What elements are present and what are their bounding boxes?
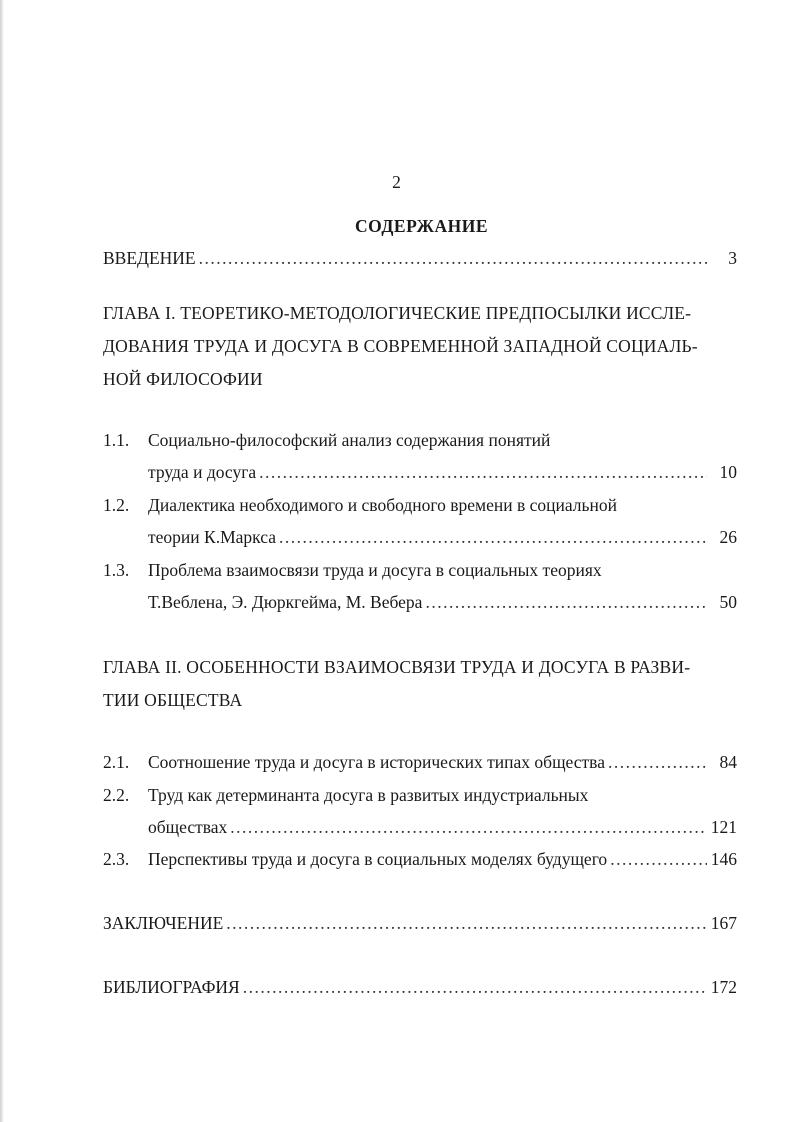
page-number: 2 xyxy=(392,172,401,192)
chapter-2-line: ГЛАВА II. ОСОБЕННОСТИ ВЗАИМОСВЯЗИ ТРУДА И ДОСУГА В РАЗВИ- xyxy=(103,657,691,677)
toc-entry-1-1[interactable] xyxy=(148,462,737,483)
section-title[interactable]: Труд как детерминанта досуга в развитых индустриальных xyxy=(148,785,589,805)
leader-dots xyxy=(259,462,707,483)
section-number: 2.1. xyxy=(103,752,130,772)
toc-entry-page: 3 xyxy=(728,248,737,268)
section-title-cont: Т.Веблена, Э. Дюркгейма, М. Вебера xyxy=(148,592,423,612)
leader-dots xyxy=(243,977,707,998)
chapter-2-heading xyxy=(103,651,743,717)
section-title-cont: обществах xyxy=(148,817,228,837)
leader-dots xyxy=(425,592,707,613)
section-title-cont: теории К.Маркса xyxy=(148,527,276,547)
leader-dots xyxy=(226,913,707,934)
section-number: 1.2. xyxy=(103,495,130,515)
toc-entry-label: БИБЛИОГРАФИЯ xyxy=(103,977,240,997)
section-number: 1.1. xyxy=(103,430,130,450)
toc-entry-2-2[interactable] xyxy=(148,817,737,838)
leader-dots xyxy=(230,817,707,838)
toc-entry-1-2[interactable] xyxy=(148,527,737,548)
toc-entry-page: 172 xyxy=(710,977,737,997)
page-edge-shadow xyxy=(0,0,4,1122)
toc-entry-1-3[interactable] xyxy=(148,592,737,613)
section-title[interactable]: Диалектика необходимого и свободного времени в социальной xyxy=(148,495,617,515)
section-title[interactable]: Проблема взаимосвязи труда и досуга в социальных теориях xyxy=(148,560,602,580)
toc-entry-page: 167 xyxy=(710,913,737,933)
toc-entry-page: 146 xyxy=(710,849,737,869)
chapter-1-line: ДОВАНИЯ ТРУДА И ДОСУГА В СОВРЕМЕННОЙ ЗАПАДНОЙ СОЦИАЛЬ- xyxy=(103,336,698,356)
section-title: Соотношение труда и досуга в исторических типах общества xyxy=(148,752,605,772)
chapter-1-line: ГЛАВА I. ТЕОРЕТИКО-МЕТОДОЛОГИЧЕСКИЕ ПРЕДПОСЫЛКИ ИССЛЕ- xyxy=(103,303,692,323)
toc-entry-label: ЗАКЛЮЧЕНИЕ xyxy=(103,913,224,933)
section-number: 1.3. xyxy=(103,560,130,580)
leader-dots xyxy=(279,527,707,548)
toc-entry-2-3[interactable] xyxy=(148,849,737,870)
section-title[interactable]: Социально-философский анализ содержания понятий xyxy=(148,430,551,450)
leader-dots xyxy=(610,849,707,870)
leader-dots xyxy=(608,752,707,773)
toc-entry-conclusion[interactable] xyxy=(103,913,737,934)
section-title: Перспективы труда и досуга в социальных моделях будущего xyxy=(148,849,608,869)
toc-entry-intro[interactable] xyxy=(103,248,737,269)
toc-entry-2-1[interactable] xyxy=(148,752,737,773)
section-title-cont: труда и досуга xyxy=(148,462,257,482)
toc-entry-page: 10 xyxy=(719,462,737,482)
section-number: 2.2. xyxy=(103,785,130,805)
toc-entry-bibliography[interactable] xyxy=(103,977,737,998)
page-title: СОДЕРЖАНИЕ xyxy=(354,216,488,236)
chapter-1-line: НОЙ ФИЛОСОФИИ xyxy=(103,369,263,389)
chapter-2-line: ТИИ ОБЩЕСТВА xyxy=(103,690,243,710)
toc-entry-label: ВВЕДЕНИЕ xyxy=(103,248,196,268)
toc-entry-page: 50 xyxy=(719,592,737,612)
leader-dots xyxy=(199,248,707,269)
toc-entry-page: 26 xyxy=(719,527,737,547)
chapter-1-heading xyxy=(103,297,743,396)
toc-entry-page: 84 xyxy=(719,752,737,772)
section-number: 2.3. xyxy=(103,849,130,869)
toc-entry-page: 121 xyxy=(710,817,737,837)
